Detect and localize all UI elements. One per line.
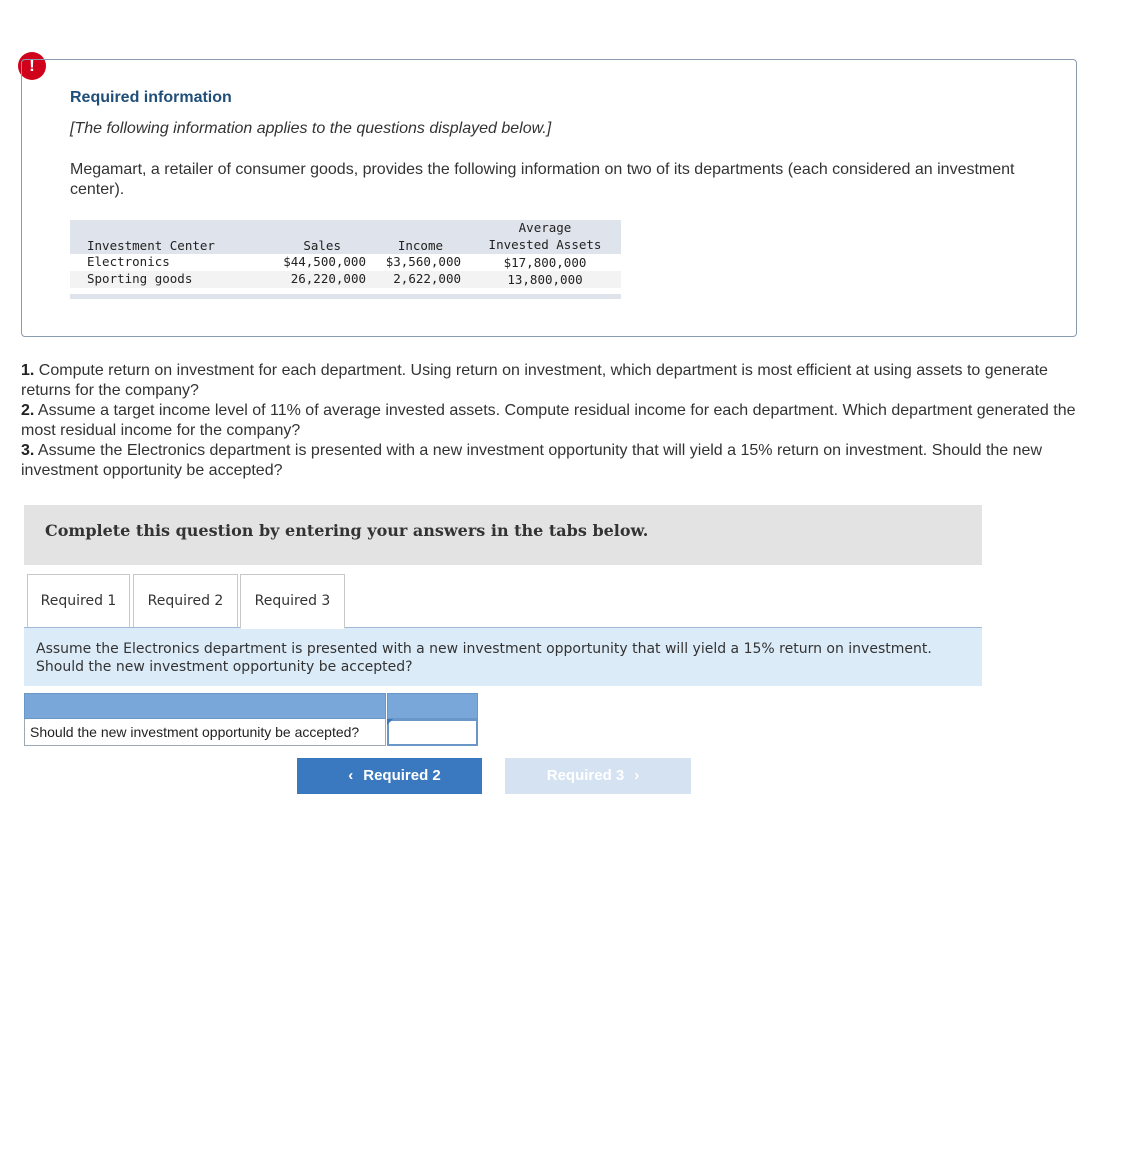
row-center: Electronics [87, 254, 170, 269]
info-heading: Required information [70, 89, 232, 106]
chevron-right-icon: › [634, 767, 640, 784]
table-row [70, 254, 621, 271]
question-text: Compute return on investment for each department. Using return on investment, which department is most efficient at using assets to generate returns for the company? [21, 362, 1048, 399]
row-sales: $44,500,000 [283, 254, 366, 269]
header-assets-line1: Average [518, 220, 572, 235]
tab-prompt: Assume the Electronics department is presented with a new investment opportunity that will yield a 15% return on investment. Should the new investment opportunity be accepted? [24, 627, 982, 686]
accept-question-label: Should the new investment opportunity be accepted? [24, 719, 386, 746]
chevron-left-icon: ‹ [348, 767, 354, 784]
question-item [21, 441, 1081, 481]
next-button-label: Required 3 [546, 767, 625, 784]
header-investment-center: Investment Center [87, 238, 215, 253]
header-income: Income [397, 238, 443, 253]
prev-required-2-button[interactable] [297, 758, 482, 794]
header-avg-invested-assets [483, 219, 607, 253]
row-center: Sporting goods [87, 271, 193, 286]
dropdown-marker-icon [387, 719, 393, 725]
question-item [21, 361, 1081, 401]
tab-required-3[interactable]: Required 3 [240, 574, 345, 629]
info-text: Megamart, a retailer of consumer goods, provides the following information on two of its departments (each considered an investment center). [70, 161, 1015, 198]
table-header-row [70, 220, 621, 254]
answer-table-header [24, 693, 478, 719]
row-sales: 26,220,000 [290, 271, 366, 286]
question-list [21, 361, 1081, 481]
accept-answer-dropdown[interactable] [387, 719, 478, 746]
question-number: 2. [21, 402, 35, 419]
tab-required-1[interactable]: Required 1 [27, 574, 130, 628]
investment-center-table [70, 220, 621, 299]
required-information-box [21, 59, 1077, 337]
answer-header-left [24, 693, 386, 719]
row-income: $3,560,000 [385, 254, 461, 269]
row-assets: $17,800,000 [503, 255, 587, 270]
next-required-3-button[interactable] [505, 758, 691, 794]
question-text: Assume a target income level of 11% of average invested assets. Compute residual income for each department. Which department generated the most residual income for the company? [21, 402, 1076, 439]
row-assets: 13,800,000 [507, 272, 583, 287]
header-assets-line2: Invested Assets [488, 237, 602, 252]
info-note: [The following information applies to the questions displayed below.] [70, 120, 552, 137]
table-bottom-rule [70, 294, 621, 299]
answer-table [24, 693, 478, 746]
question-number: 3. [21, 442, 35, 459]
header-sales: Sales [303, 238, 341, 253]
question-item [21, 401, 1081, 441]
row-income: 2,622,000 [393, 271, 461, 286]
alert-icon: ! [18, 52, 46, 80]
question-number: 1. [21, 362, 35, 379]
tab-required-2[interactable]: Required 2 [133, 574, 238, 628]
prev-button-label: Required 2 [363, 767, 441, 784]
table-row [70, 271, 621, 288]
answer-header-right [387, 693, 478, 719]
complete-question-banner: Complete this question by entering your answers in the tabs below. [24, 505, 982, 565]
question-text: Assume the Electronics department is presented with a new investment opportunity that will yield a 15% return on investment. Should the new investment opportunity be accepted? [21, 442, 1042, 479]
